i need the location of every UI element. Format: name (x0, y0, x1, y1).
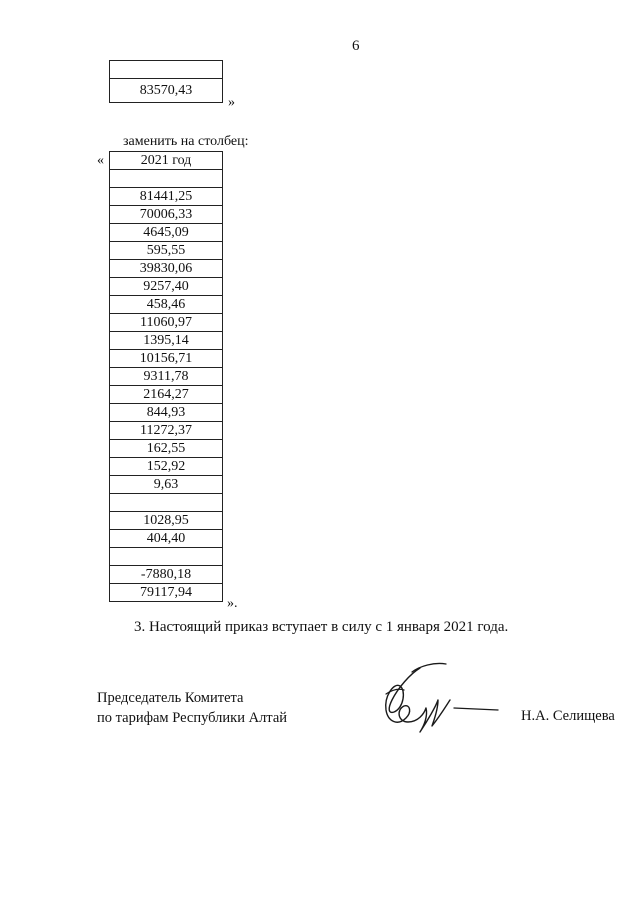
table-row (110, 404, 223, 422)
handwritten-signature (376, 660, 506, 742)
item-3-text: 3. Настоящий приказ вступает в силу с 1 января 2021 года. (134, 619, 509, 635)
table-row (110, 440, 223, 458)
signer-title-line2: по тарифам Республики Алтай (97, 710, 288, 726)
close-quote: » (228, 95, 235, 110)
column-2021-table (109, 151, 223, 602)
table-row (110, 314, 223, 332)
table-cell: 595,55 (110, 242, 223, 260)
replace-instruction: заменить на столбец: (123, 134, 249, 149)
signer-name: Н.А. Селищева (521, 708, 615, 724)
table-cell: 9311,78 (110, 368, 223, 386)
table-row (110, 260, 223, 278)
table-cell: 79117,94 (110, 584, 223, 602)
table-row (110, 494, 223, 512)
table-cell: 11060,97 (110, 314, 223, 332)
table-cell: 844,93 (110, 404, 223, 422)
table-row (110, 332, 223, 350)
table-cell: 10156,71 (110, 350, 223, 368)
table-cell (110, 548, 223, 566)
table-row (110, 188, 223, 206)
signer-title-line1: Председатель Комитета (97, 690, 244, 706)
table-cell (110, 170, 223, 188)
page-number: 6 (352, 38, 360, 54)
table-row (110, 584, 223, 602)
table-cell: 9257,40 (110, 278, 223, 296)
table-row (110, 224, 223, 242)
top-value-table (109, 60, 223, 103)
table-cell: 9,63 (110, 476, 223, 494)
table-cell: 458,46 (110, 296, 223, 314)
table-row (110, 242, 223, 260)
table-cell: 2164,27 (110, 386, 223, 404)
table-cell: 81441,25 (110, 188, 223, 206)
table-cell: -7880,18 (110, 566, 223, 584)
table-row (110, 422, 223, 440)
table-cell: 1395,14 (110, 332, 223, 350)
table-cell: 11272,37 (110, 422, 223, 440)
open-quote: « (97, 153, 104, 168)
table-cell: 83570,43 (110, 79, 223, 103)
table-row (110, 350, 223, 368)
close-quote-end: ». (227, 596, 238, 611)
table-cell: 39830,06 (110, 260, 223, 278)
table-row (110, 548, 223, 566)
column-header: 2021 год (110, 152, 223, 170)
table-row (110, 170, 223, 188)
table-cell: 70006,33 (110, 206, 223, 224)
table-row (110, 206, 223, 224)
table-cell: 152,92 (110, 458, 223, 476)
table-cell (110, 494, 223, 512)
table-row (110, 368, 223, 386)
table-row (110, 386, 223, 404)
table-row (110, 512, 223, 530)
table-row (110, 530, 223, 548)
table-cell: 404,40 (110, 530, 223, 548)
table-cell: 4645,09 (110, 224, 223, 242)
signature-block (97, 688, 287, 728)
table-row (110, 566, 223, 584)
table-row (110, 296, 223, 314)
table-cell (110, 61, 223, 79)
table-row (110, 458, 223, 476)
table-cell: 162,55 (110, 440, 223, 458)
table-cell: 1028,95 (110, 512, 223, 530)
table-row (110, 278, 223, 296)
table-row (110, 476, 223, 494)
